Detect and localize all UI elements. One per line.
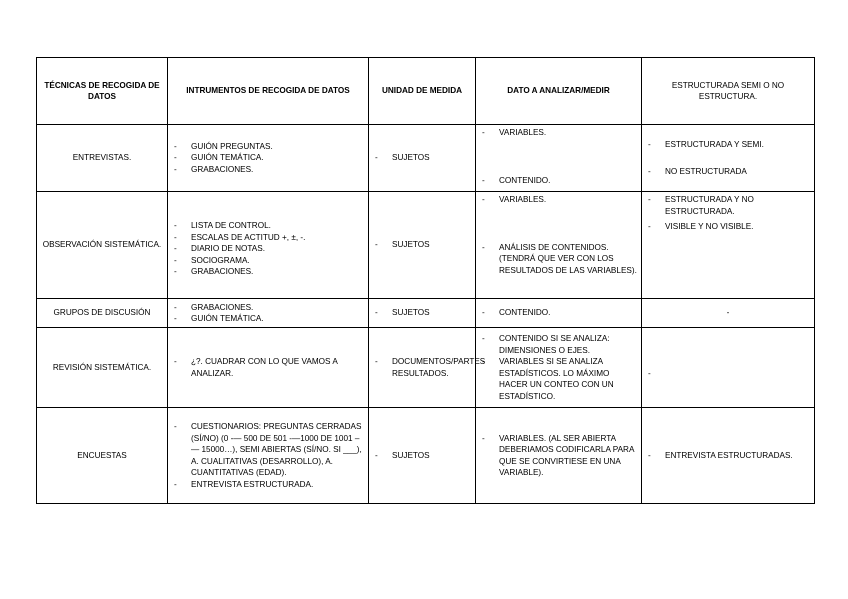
list-item: - CUESTIONARIOS: PREGUNTAS CERRADAS (SÍ/NO) (0 -— 500 DE 501 -—1000 DE 1001 –— 15000…), SEMI ABIERTAS (SÍ/NO. SI ___), A. CUALITATIVAS (DESARROLLO), A. CUANTITATIVAS (EDAD). — [174, 421, 364, 479]
instruments-cell — [168, 192, 369, 299]
structure-cell — [642, 125, 815, 192]
data-collection-table — [36, 57, 815, 504]
table-row — [37, 125, 815, 192]
technique-cell: REVISIÓN SISTEMÁTICA. — [37, 328, 168, 408]
list-item: - ESTRUCTURADA Y NO ESTRUCTURADA. — [648, 194, 810, 217]
list-item: - CONTENIDO. — [482, 307, 637, 319]
structure-cell: - — [642, 299, 815, 328]
header-instruments: INTRUMENTOS DE RECOGIDA DE DATOS — [168, 58, 369, 125]
list-item: - DIARIO DE NOTAS. — [174, 243, 364, 255]
list-item: - SUJETOS — [375, 152, 471, 164]
list-item: - VISIBLE Y NO VISIBLE. — [648, 221, 810, 233]
technique-cell: GRUPOS DE DISCUSIÓN — [37, 299, 168, 328]
header-structure: ESTRUCTURADA SEMI O NO ESTRUCTURA. — [642, 58, 815, 125]
list-item: - ESTRUCTURADA Y SEMI. — [648, 139, 810, 151]
list-item: - NO ESTRUCTURADA — [648, 166, 810, 178]
list-item: - ESCALAS DE ACTITUD +, ±, -. — [174, 232, 364, 244]
list-item: - CONTENIDO. — [482, 175, 637, 187]
list-item: - VARIABLES SI SE ANALIZA ESTADÍSTICOS. LO MÁXIMO HACER UN CONTEO CON UN ESTADÍSTICO. — [482, 356, 637, 402]
table-row — [37, 408, 815, 504]
list-item: - GUIÓN TEMÁTICA. — [174, 152, 364, 164]
list-item: - VARIABLES. — [482, 127, 637, 139]
header-data: DATO A ANALIZAR/MEDIR — [476, 58, 642, 125]
header-unit: UNIDAD DE MEDIDA — [369, 58, 476, 125]
structure-cell — [642, 192, 815, 299]
list-item: - ANÁLISIS DE CONTENIDOS. (TENDRÁ QUE VER CON LOS RESULTADOS DE LAS VARIABLES). — [482, 242, 637, 277]
table-row — [37, 328, 815, 408]
unit-cell — [369, 328, 486, 408]
unit-cell — [369, 408, 476, 504]
data-cell — [476, 408, 642, 504]
list-item: - LISTA DE CONTROL. — [174, 220, 364, 232]
unit-cell — [369, 299, 476, 328]
technique-cell: ENCUESTAS — [37, 408, 168, 504]
list-item: - GRABACIONES. — [174, 164, 364, 176]
list-item: - DOCUMENTOS/PARTES RESULTADOS. — [375, 356, 471, 379]
unit-cell — [369, 125, 476, 192]
instruments-cell — [168, 408, 369, 504]
list-item: - SUJETOS — [375, 307, 471, 319]
list-item: - VARIABLES. — [482, 194, 637, 206]
list-item: - VARIABLES. (AL SER ABIERTA DEBERIAMOS CODIFICARLA PARA QUE SE CONVIRTIESE EN UNA VARIABLE). — [482, 433, 637, 479]
technique-cell: ENTREVISTAS. — [37, 125, 168, 192]
list-item: - GUIÓN TEMÁTICA. — [174, 313, 364, 325]
header-technique: TÉCNICAS DE RECOGIDA DE DATOS — [37, 58, 168, 125]
table-row — [37, 192, 815, 299]
header-row — [37, 58, 815, 125]
instruments-cell — [168, 125, 369, 192]
list-item: - GUIÓN PREGUNTAS. — [174, 141, 364, 153]
instruments-cell — [168, 299, 369, 328]
list-item: - ENTREVISTA ESTRUCTURADAS. — [648, 450, 810, 462]
structure-cell — [642, 328, 815, 408]
list-item: - SOCIOGRAMA. — [174, 255, 364, 267]
list-item: - ENTREVISTA ESTRUCTURADA. — [174, 479, 364, 491]
table-row — [37, 299, 815, 328]
data-cell — [476, 125, 642, 192]
list-item: - CONTENIDO SI SE ANALIZA: DIMENSIONES O EJES. — [482, 333, 637, 356]
structure-cell — [642, 408, 815, 504]
data-cell — [476, 192, 642, 299]
list-item: - ¿?. CUADRAR CON LO QUE VAMOS A ANALIZAR. — [174, 356, 364, 379]
list-item: - SUJETOS — [375, 239, 471, 251]
list-item: - GRABACIONES. — [174, 302, 364, 314]
list-item: - GRABACIONES. — [174, 266, 364, 278]
data-cell — [476, 299, 642, 328]
instruments-cell — [168, 328, 369, 408]
data-cell — [476, 328, 642, 408]
list-item: - SUJETOS — [375, 450, 471, 462]
technique-cell: OBSERVACIÓN SISTEMÁTICA. — [37, 192, 168, 299]
unit-cell — [369, 192, 476, 299]
